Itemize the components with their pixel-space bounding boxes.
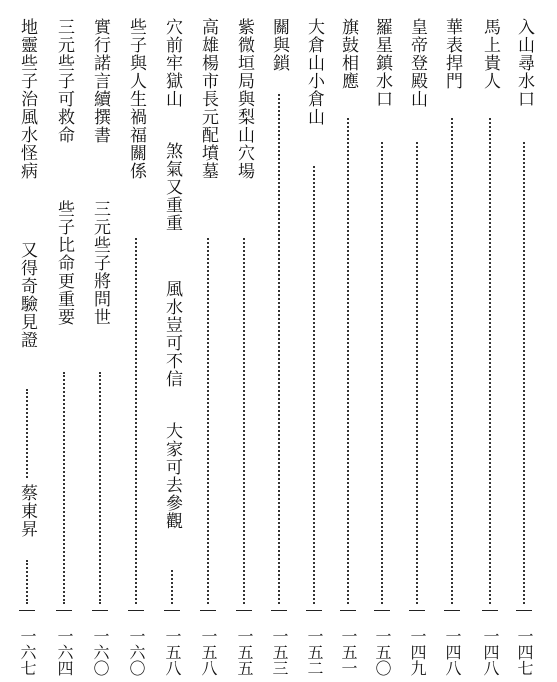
entry-title: 穴前牢獄山 xyxy=(162,18,182,108)
toc-entry[interactable] xyxy=(302,18,326,676)
page-number: 一五一 xyxy=(339,628,358,676)
page-separator-dash xyxy=(19,610,35,611)
dot-leader xyxy=(135,238,137,604)
entry-title: 馬上貴人 xyxy=(480,18,500,90)
dot-leader xyxy=(243,238,245,604)
toc-entry[interactable] xyxy=(440,18,464,676)
page-separator-dash xyxy=(271,610,287,611)
dot-leader xyxy=(207,238,209,604)
page-separator-dash xyxy=(482,610,498,611)
entry-title: 些子與人生禍福關係 xyxy=(126,18,146,180)
page-separator-dash xyxy=(409,610,425,611)
toc-entry[interactable] xyxy=(52,18,76,676)
entry-title: 關與鎖 xyxy=(269,18,289,72)
page-separator-dash xyxy=(164,610,180,611)
toc-entry[interactable] xyxy=(405,18,429,676)
page-number: 一六四 xyxy=(55,628,74,676)
dot-leader xyxy=(416,142,418,604)
dot-leader xyxy=(99,372,101,604)
dot-leader xyxy=(381,142,383,604)
toc-entry[interactable] xyxy=(512,18,536,676)
page-separator-dash xyxy=(92,610,108,611)
page-separator-dash xyxy=(306,610,322,611)
entry-subtitle: 煞氣又重重 xyxy=(162,142,182,232)
toc-entry[interactable] xyxy=(232,18,256,676)
entry-subtitle: 蔡東昇 xyxy=(17,484,37,538)
entry-title: 華表捍門 xyxy=(442,18,462,90)
page-number: 一六〇 xyxy=(127,628,146,676)
toc-entry[interactable] xyxy=(160,18,184,676)
entry-title: 地靈些子治風水怪病 xyxy=(17,18,37,180)
toc-entry[interactable] xyxy=(336,18,360,676)
entry-title: 羅星鎮水口 xyxy=(372,18,392,108)
dot-leader xyxy=(451,118,453,604)
page-separator-dash xyxy=(340,610,356,611)
page-number: 一五八 xyxy=(199,628,218,676)
entry-title: 旗鼓相應 xyxy=(338,18,358,90)
dot-leader xyxy=(26,389,28,478)
dot-leader xyxy=(347,118,349,604)
page-number: 一五五 xyxy=(235,628,254,676)
toc-entry[interactable] xyxy=(196,18,220,676)
dot-leader xyxy=(278,94,280,604)
page-number: 一六七 xyxy=(18,628,37,676)
entry-title: 紫微垣局與梨山穴場 xyxy=(234,18,254,180)
dot-leader xyxy=(489,118,491,604)
page-separator-dash xyxy=(200,610,216,611)
toc-entry[interactable] xyxy=(124,18,148,676)
entry-subtitle: 又得奇驗見證 xyxy=(17,241,37,349)
page-separator-dash xyxy=(56,610,72,611)
page-number: 一五〇 xyxy=(373,628,392,676)
page-separator-dash xyxy=(516,610,532,611)
toc-entry[interactable] xyxy=(88,18,112,676)
toc-entry[interactable] xyxy=(267,18,291,676)
entry-title: 高雄楊市長元配墳墓 xyxy=(198,18,218,180)
entry-subtitle: 風水豈可不信 xyxy=(162,280,182,388)
entry-subtitle: 大家可去參觀 xyxy=(162,422,182,530)
page-number: 一四八 xyxy=(443,628,462,676)
dot-leader xyxy=(313,166,315,604)
page-separator-dash xyxy=(236,610,252,611)
page-number: 一四八 xyxy=(481,628,500,676)
entry-subtitle: 三元些子將問世 xyxy=(90,200,110,326)
entry-title: 皇帝登殿山 xyxy=(407,18,427,108)
entry-title: 大倉山小倉山 xyxy=(304,18,324,126)
page-number: 一五二 xyxy=(305,628,324,676)
dot-leader xyxy=(523,142,525,604)
toc-entry[interactable] xyxy=(370,18,394,676)
page-separator-dash xyxy=(444,610,460,611)
toc-entry[interactable] xyxy=(478,18,502,676)
page-number: 一六〇 xyxy=(91,628,110,676)
entry-subtitle: 些子比命更重要 xyxy=(54,200,74,326)
entry-title: 入山尋水口 xyxy=(514,18,534,108)
page-number: 一四七 xyxy=(515,628,534,676)
dot-leader xyxy=(63,372,65,604)
page-separator-dash xyxy=(374,610,390,611)
page-number: 一四九 xyxy=(408,628,427,676)
dot-leader xyxy=(171,570,173,604)
dot-leader xyxy=(26,560,28,604)
entry-title: 三元些子可救命 xyxy=(54,18,74,144)
page-number: 一五三 xyxy=(270,628,289,676)
page-separator-dash xyxy=(128,610,144,611)
entry-title: 實行諾言續撰書 xyxy=(90,18,110,144)
page-number: 一五八 xyxy=(163,628,182,676)
toc-entry[interactable] xyxy=(15,18,39,676)
